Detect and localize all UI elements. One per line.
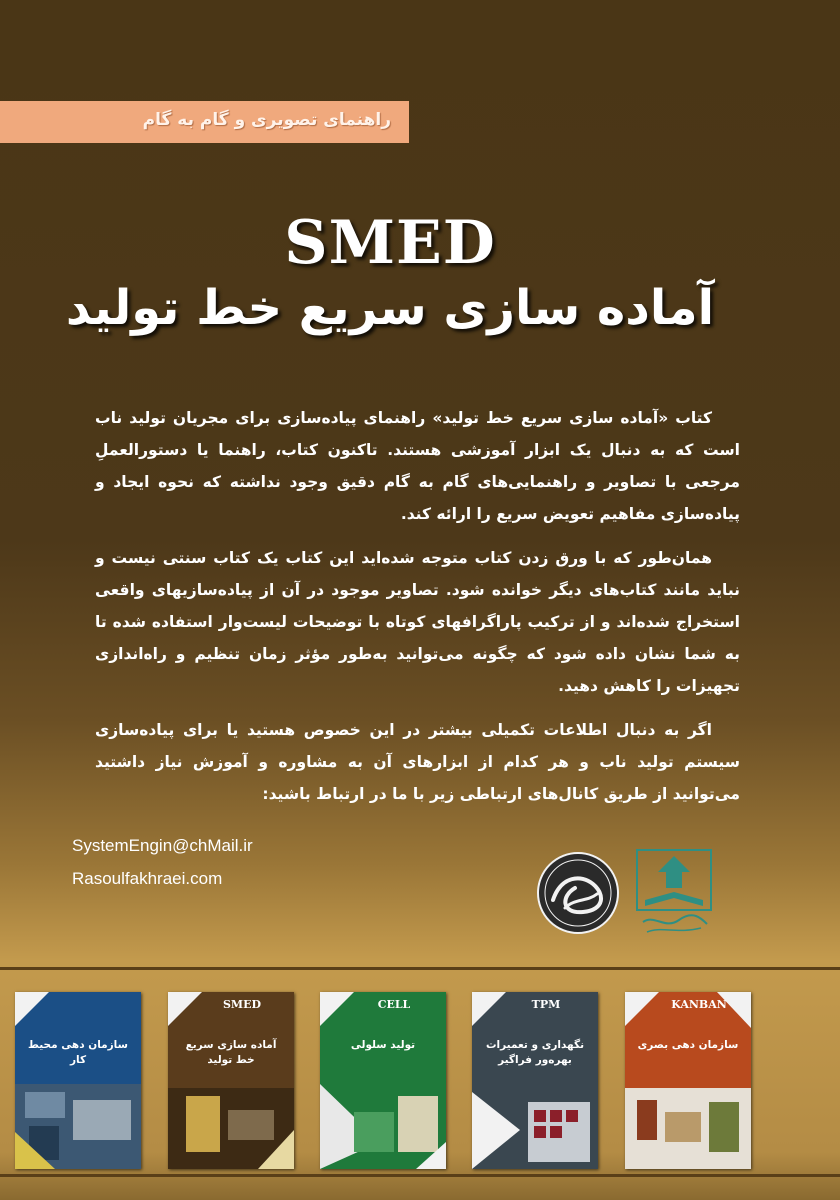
book-cover-5[interactable] xyxy=(625,992,751,1169)
cover-art-2 xyxy=(168,992,294,1169)
title-persian: آماده سازی سریع خط تولید xyxy=(65,280,715,336)
book-cover-2[interactable] xyxy=(168,992,294,1169)
cover-art-3 xyxy=(320,992,446,1169)
divider-top xyxy=(0,967,840,970)
book-title-3: تولید سلولی xyxy=(350,1039,416,1051)
description-text xyxy=(95,402,740,822)
title-english: SMED xyxy=(284,208,496,278)
book-header-2: SMED xyxy=(222,998,262,1011)
header-banner xyxy=(0,101,409,143)
book-series-strip xyxy=(0,986,840,1170)
book-title-1: سازمان دهی محیط کار xyxy=(28,1039,128,1066)
book-header-5: KANBAN xyxy=(671,998,727,1011)
paragraph-3: اگر به دنبال اطلاعات تکمیلی بیشتر در این خصوص هستید یا برای پیاده‌سازی سیستم تولید ناب و هر کدام از ابزارهای آن به مشاوره و آموزش نیاز داشتید می‌توانید از طریق کانال‌های ارتباطی زیر با ما در ارتباط باشید: xyxy=(95,721,740,803)
book-cover-3[interactable] xyxy=(320,992,446,1169)
book-cover-1[interactable] xyxy=(15,992,141,1169)
divider-bottom xyxy=(0,1174,840,1177)
publisher-logo-icon xyxy=(635,848,713,936)
paragraph-1: کتاب «آماده سازی سریع خط تولید» راهنمای پیاده‌سازی برای مجریان تولید ناب است که به دنبال یک ابزار آموزشی هستند. تاکنون کتاب، راهنما یا دستورالعملِ مرجعی با تصاویر و راهنمایی‌های گام به گام دقیق وجود نداشته که نحوه ایجاد و پیاده‌سازی مفاهیم تعویض سریع را ارائه کند. xyxy=(95,409,740,523)
cover-art-4 xyxy=(472,992,598,1169)
book-header-3: CELL xyxy=(377,998,411,1011)
book-cover-4[interactable] xyxy=(472,992,598,1169)
email-link[interactable]: SystemEngin@chMail.ir xyxy=(72,836,253,855)
website-link[interactable]: Rasoulfakhraei.com xyxy=(72,869,223,888)
book-title-5: سازمان دهی بصری xyxy=(637,1039,739,1051)
paragraph-2: همان‌طور که با ورق زدن کتاب متوجه شده‌اید این کتاب یک کتاب سنتی نیست و نباید مانند کتاب‌های دیگر خوانده شود. تصاویر موجود در آن از پیاده‌سازیهای واقعی استخراج شده‌اند و از ترکیب پاراگرافهای کوتاه با توضیحات لیست‌وار استفاده شده تا به شما نشان داده شود که چگونه می‌توانید به‌طور مؤثر زمان تنظیم و راه‌اندازی تجهیزات را کاهش دهید. xyxy=(95,549,740,695)
publisher-seal-icon xyxy=(535,850,621,936)
cover-art-5 xyxy=(625,992,751,1169)
banner-label: راهنمای تصویری و گام به گام xyxy=(142,110,391,130)
book-title-4: نگهداری و تعمیرات بهره‌ور فراگیر xyxy=(485,1039,585,1066)
cover-art-1 xyxy=(15,992,141,1169)
book-title-2: آماده سازی سریع خط تولید xyxy=(185,1039,277,1066)
book-header-4: TPM xyxy=(531,998,561,1011)
